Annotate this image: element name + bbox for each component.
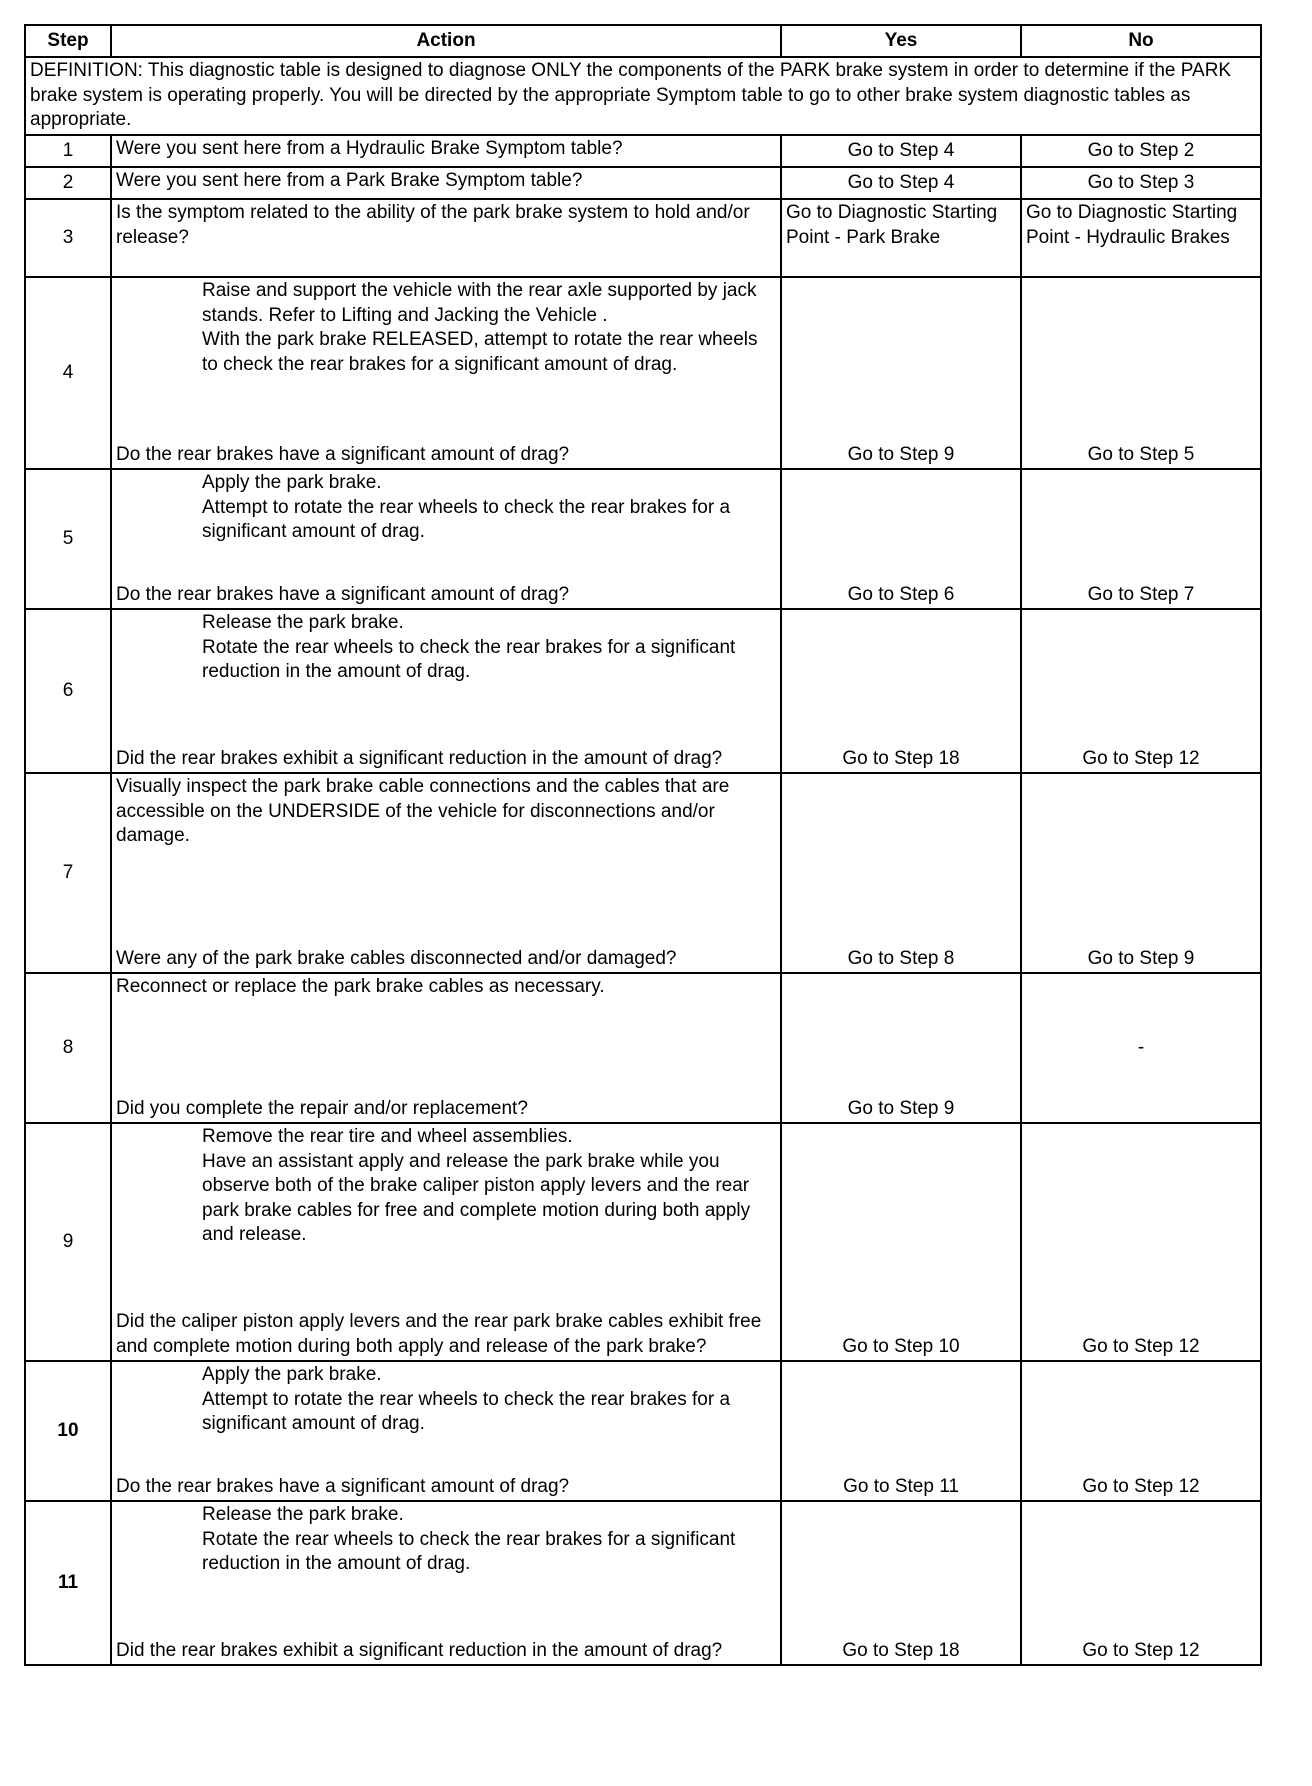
- step-row-10: [25, 1361, 1261, 1501]
- instruction-text: Release the park brake.: [202, 612, 404, 633]
- yes-result: Go to Step 4: [781, 167, 1021, 199]
- question-text: Is the symptom related to the ability of the park brake system to hold and/or release?: [111, 199, 781, 277]
- lead-text: Reconnect or replace the park brake cables as necessary.: [116, 976, 605, 997]
- question-text: Did the rear brakes exhibit a significant reduction in the amount of drag?: [116, 747, 723, 769]
- step-number: 6: [25, 609, 111, 773]
- instruction-text: Attempt to rotate the rear wheels to check the rear brakes for a significant amount of drag.: [202, 496, 731, 542]
- instruction-text: With the park brake RELEASED, attempt to rotate the rear wheels to check the rear brakes for a significant amount of drag.: [202, 329, 758, 375]
- yes-result: Go to Step 8: [781, 773, 1021, 973]
- instruction-text: Rotate the rear wheels to check the rear brakes for a significant reduction in the amount of drag.: [202, 636, 736, 682]
- question-text: Do the rear brakes have a significant amount of drag?: [116, 583, 570, 605]
- step-row-7: [25, 773, 1261, 973]
- step-number: 3: [25, 199, 111, 277]
- yes-result: Go to Diagnostic Starting Point - Park Brake: [781, 199, 1021, 277]
- header-yes: Yes: [781, 25, 1021, 57]
- action-cell: [111, 773, 781, 973]
- step-number: 5: [25, 469, 111, 609]
- step-row-3: [25, 199, 1261, 277]
- yes-result: Go to Step 9: [781, 973, 1021, 1123]
- question-text: Did the caliper piston apply levers and the rear park brake cables exhibit free and complete motion during both apply and release of the park brake?: [116, 1311, 762, 1357]
- yes-result: Go to Step 4: [781, 135, 1021, 167]
- action-cell: [111, 1123, 781, 1361]
- no-result: Go to Step 12: [1021, 609, 1261, 773]
- no-result: Go to Step 7: [1021, 469, 1261, 609]
- instruction-text: Apply the park brake.: [202, 1364, 382, 1385]
- step-number: 7: [25, 773, 111, 973]
- instruction-text: Rotate the rear wheels to check the rear brakes for a significant reduction in the amount of drag.: [202, 1528, 736, 1574]
- action-cell: [111, 1501, 781, 1665]
- action-cell: [111, 1361, 781, 1501]
- question-text: Were you sent here from a Park Brake Symptom table?: [111, 167, 781, 199]
- step-row-1: [25, 135, 1261, 167]
- instruction-text: Raise and support the vehicle with the rear axle supported by jack stands. Refer to Lifting and Jacking the Vehicle .: [202, 280, 757, 326]
- question-text: Were you sent here from a Hydraulic Brake Symptom table?: [111, 135, 781, 167]
- step-row-9: [25, 1123, 1261, 1361]
- question-text: Did the rear brakes exhibit a significant reduction in the amount of drag?: [116, 1639, 723, 1661]
- step-number: 2: [25, 167, 111, 199]
- instruction-text: Remove the rear tire and wheel assemblies.: [202, 1126, 573, 1147]
- step-number: 9: [25, 1123, 111, 1361]
- header-no: No: [1021, 25, 1261, 57]
- step-row-11: [25, 1501, 1261, 1665]
- yes-result: Go to Step 6: [781, 469, 1021, 609]
- question-text: Do the rear brakes have a significant amount of drag?: [116, 443, 570, 465]
- step-number: 8: [25, 973, 111, 1123]
- step-row-4: [25, 277, 1261, 469]
- header-step: Step: [25, 25, 111, 57]
- no-result: Go to Step 5: [1021, 277, 1261, 469]
- diagnostic-table: [24, 24, 1262, 1666]
- no-result: Go to Step 12: [1021, 1501, 1261, 1665]
- step-row-8: [25, 973, 1261, 1123]
- step-row-2: [25, 167, 1261, 199]
- action-cell: [111, 973, 781, 1123]
- header-action: Action: [111, 25, 781, 57]
- yes-result: Go to Step 18: [781, 609, 1021, 773]
- definition-row: [25, 57, 1261, 135]
- step-number: 4: [25, 277, 111, 469]
- instruction-text: Release the park brake.: [202, 1504, 404, 1525]
- step-number: 10: [25, 1361, 111, 1501]
- header-row: [25, 25, 1261, 57]
- step-row-5: [25, 469, 1261, 609]
- no-result: Go to Step 3: [1021, 167, 1261, 199]
- instruction-text: Apply the park brake.: [202, 472, 382, 493]
- instruction-text: Attempt to rotate the rear wheels to check the rear brakes for a significant amount of drag.: [202, 1388, 731, 1434]
- step-number: 1: [25, 135, 111, 167]
- no-result: -: [1021, 973, 1261, 1123]
- action-cell: [111, 469, 781, 609]
- definition-text: DEFINITION: This diagnostic table is designed to diagnose ONLY the components of the PARK brake system in order to determine if the PARK brake system is operating properly. You will be directed by the appropriate Symptom table to go to other brake system diagnostic tables as appropriate.: [25, 57, 1261, 135]
- step-row-6: [25, 609, 1261, 773]
- lead-text: Visually inspect the park brake cable connections and the cables that are accessible on the UNDERSIDE of the vehicle for disconnections and/or damage.: [116, 776, 730, 846]
- question-text: Did you complete the repair and/or replacement?: [116, 1097, 528, 1119]
- yes-result: Go to Step 18: [781, 1501, 1021, 1665]
- action-cell: [111, 609, 781, 773]
- step-number: 11: [25, 1501, 111, 1665]
- no-result: Go to Step 12: [1021, 1123, 1261, 1361]
- question-text: Do the rear brakes have a significant amount of drag?: [116, 1475, 570, 1497]
- instruction-text: Have an assistant apply and release the park brake while you observe both of the brake caliper piston apply levers and the rear park brake cables for free and complete motion during both apply and release.: [202, 1150, 751, 1245]
- yes-result: Go to Step 10: [781, 1123, 1021, 1361]
- no-result: Go to Step 2: [1021, 135, 1261, 167]
- no-result: Go to Step 9: [1021, 773, 1261, 973]
- yes-result: Go to Step 11: [781, 1361, 1021, 1501]
- no-result: Go to Step 12: [1021, 1361, 1261, 1501]
- yes-result: Go to Step 9: [781, 277, 1021, 469]
- no-result: Go to Diagnostic Starting Point - Hydraulic Brakes: [1021, 199, 1261, 277]
- action-cell: [111, 277, 781, 469]
- question-text: Were any of the park brake cables disconnected and/or damaged?: [116, 947, 677, 969]
